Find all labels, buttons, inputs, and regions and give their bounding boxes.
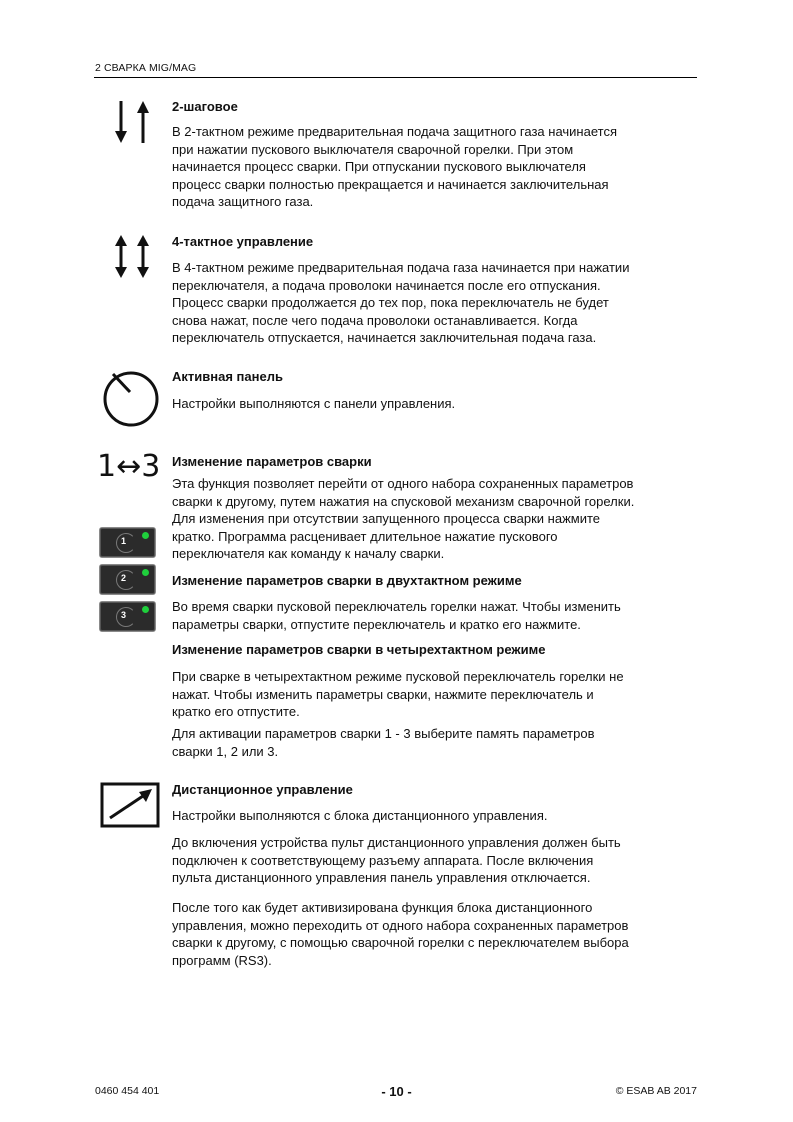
doc-number: 0460 454 401 [95,1085,160,1097]
two-stroke-title: Изменение параметров сварки в двухтактном режиме [172,573,522,588]
param-change-title: Изменение параметров сварки [172,454,372,469]
four-stroke-text: При сварке в четырехтактном режиме пусковой переключатель горелки не нажат. Чтобы изменить параметры сварки, нажмите переключатель и кратко его отпустите. [172,669,624,719]
memory-button-2[interactable] [99,564,156,595]
header-rule [94,77,697,78]
four-step-arrows-icon [113,234,153,280]
remote-text: Настройки выполняются с блока дистанционного управления. [172,808,548,823]
copyright: © ESAB AB 2017 [615,1085,697,1097]
memory-button-1[interactable] [99,527,156,558]
remote-text-2: До включения устройства пульт дистанционного управления должен быть подключен к соответствующему разъему аппарата. После включения пульта дистанционного управления панель управления отключается. [172,835,621,885]
four-stroke-title: Изменение параметров сварки в четырехтактном режиме [172,642,546,657]
led-indicator [142,569,149,576]
two-step-text: В 2-тактном режиме предварительная подача защитного газа начинается при нажатии пускового выключателя сварочной горелки. При этом начинается процесс сварки. При отпускании пускового выключателя процесс сварки полностью прекращается и начинается заключительная подача защитного газа. [172,124,617,209]
led-indicator [142,532,149,539]
four-stroke-text-2: Для активации параметров сварки 1 - 3 выберите память параметров сварки 1, 2 или 3. [172,726,595,759]
parameter-swap-icon: 1↔3 [97,449,161,484]
memory-button-3[interactable] [99,601,156,632]
four-step-title: 4-тактное управление [172,234,314,249]
memory-button-label: 1 [121,536,127,546]
page-header: 2 СВАРКА MIG/MAG [95,62,197,74]
two-step-title: 2-шаговое [172,99,238,114]
active-panel-text: Настройки выполняются с панели управления. [172,396,456,411]
page-number: - 10 - [381,1084,412,1099]
memory-button-label: 2 [121,573,127,583]
led-indicator [142,606,149,613]
param-change-text: Эта функция позволяет перейти от одного набора сохраненных параметров сварки к другому, путем нажатия на спусковой механизм сварочной горелки. Для изменения при отсутствии запущенного процесса сварки нажмите кратко. Программа расценивает длительное нажатие пускового переключателя как команду к началу сварки. [172,476,635,561]
active-panel-title: Активная панель [172,369,283,384]
remote-title: Дистанционное управление [172,782,353,797]
four-step-text: В 4-тактном режиме предварительная подача газа начинается при нажатии переключателя, а подача проволоки начинается после его отпускания. Процесс сварки продолжается до тех пор, пока переключатель не будет снова нажат, после чего подача проволоки останавливается. Когда переключатель отпускается, начинается заключительная подача газа. [172,260,630,345]
memory-button-label: 3 [121,610,127,620]
two-step-arrows-icon [113,99,153,145]
remote-control-icon [100,782,162,830]
remote-text-3: После того как будет активизирована функция блока дистанционного управления, можно переходить от одного набора сохраненных параметров сварки к другому, с помощью сварочной горелки с переключателем выбора программ (RS3). [172,900,629,968]
dial-icon [100,368,162,428]
two-stroke-text: Во время сварки пусковой переключатель горелки нажат. Чтобы изменить параметры сварки, отпустите переключатель и кратко его нажмите. [172,599,621,632]
